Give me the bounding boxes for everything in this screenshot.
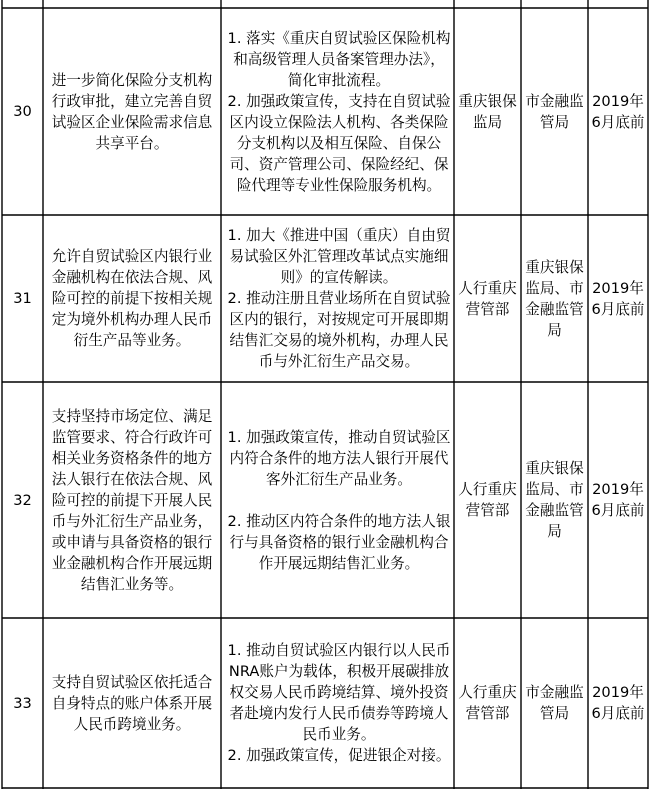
partner-unit: 重庆银保监局、市金融监管局 [525,258,584,339]
measures-cell [221,382,454,618]
measure-item: 1. 加大《推进中国（重庆）自由贸易试验区外汇管理改革试点实施细则》的宣传解读。 [227,227,451,286]
measure-item: 2. 推动注册且营业场所在自贸试验区内的银行，对按规定可开展即期结售汇交易的境外机构，办理人民币与外汇衍生产品交易。 [227,290,451,370]
measure-item: 2. 加强政策宣传，促进银企对接。 [227,747,451,764]
measure-item: 2. 推动区内符合条件的地方法人银行与具备资格的银行业金融机构合作开展远期结售汇业务。 [227,512,451,572]
deadline: 2019年6月底前 [591,481,645,519]
row-number: 31 [13,290,32,307]
lead-unit: 人行重庆营管部 [458,481,517,519]
partner-unit: 重庆银保监局、市金融监管局 [525,460,584,540]
row-number: 32 [13,491,32,509]
measure-item: 1. 落实《重庆自贸试验区保险机构和高级管理人员备案管理办法》，简化审批流程。 [227,29,451,89]
row-number: 30 [13,103,32,120]
lead-unit: 重庆银保监局 [458,92,517,131]
lead-unit: 人行重庆营管部 [458,279,517,318]
measure-item: 1. 推动自贸试验区内银行以人民币NRA账户为载体，积极开展碳排放权交易人民币跨境结算、境外投资者赴境内发行人民币债券等跨境人民币业务。 [227,642,451,743]
measure-item: 1. 加强政策宣传，推动自贸试验区内符合条件的地方法人银行开展代客外汇衍生产品业务。 [227,428,451,488]
measures-cell [221,8,454,215]
deadline: 2019年6月底前 [591,279,645,318]
measures-cell [221,618,454,788]
partner-unit: 市金融监管局 [525,92,584,131]
deadline: 2019年6月底前 [591,92,645,131]
task-description: 支持自贸试验区依托适合自身特点的账户体系开展人民币跨境业务。 [51,673,213,733]
task-description: 进一步简化保险分支机构行政审批，建立完善自贸试验区企业保险需求信息共享平台。 [51,71,213,152]
row-number: 33 [13,694,32,712]
task-description: 允许自贸试验区内银行业金融机构在依法合规、风险可控的前提下按相关规定为境外机构办理人民币衍生产品等业务。 [51,248,213,349]
measure-item: 2. 加强政策宣传，支持在自贸试验区内设立保险法人机构、各类保险分支机构以及相互保险、自保公司、资产管理公司、保险经纪、保险代理等专业性保险服务机构。 [227,92,451,194]
lead-unit: 人行重庆营管部 [458,684,517,722]
deadline: 2019年6月底前 [591,684,645,722]
measures-cell [221,215,454,382]
partner-unit: 市金融监管局 [525,684,584,722]
task-description: 支持坚持市场定位、满足监管要求、符合行政许可相关业务资格条件的地方法人银行在依法合规、风险可控的前提下开展人民币与外汇衍生产品业务，或申请与具备资格的银行业金融机构合作开展远期结售汇业务等。 [51,407,213,593]
